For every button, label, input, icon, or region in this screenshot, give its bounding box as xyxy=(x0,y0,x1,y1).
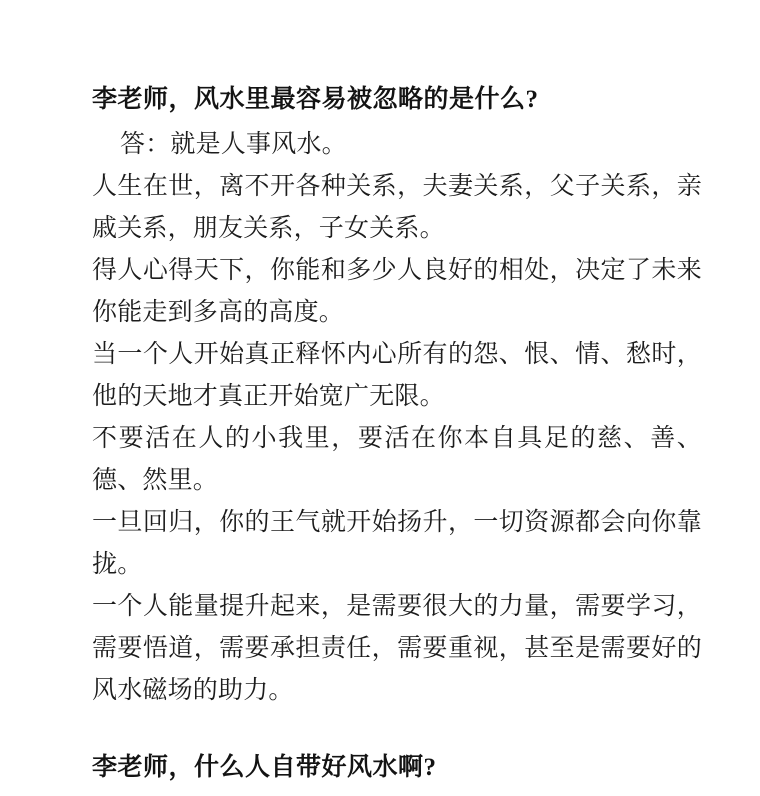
answer-lead-1: 答：就是人事风水。 xyxy=(120,131,347,158)
answer-paragraph-3: 当一个人开始真正释怀内心所有的怨、恨、情、愁时，他的天地才真正开始宽广无限。 xyxy=(92,341,702,410)
question-heading-2: 李老师，什么人自带好风水啊? xyxy=(92,754,437,781)
section-spacer xyxy=(92,712,702,746)
answer-paragraph-6: 一个人能量提升起来，是需要很大的力量，需要学习，需要悟道，需要承担责任，需要重视，甚至是需要好的风水磁场的助力。 xyxy=(92,593,702,704)
qa-section-2 xyxy=(92,746,702,790)
answer-paragraph-5: 一旦回归，你的王气就开始扬升，一切资源都会向你靠拢。 xyxy=(92,509,702,578)
qa-section-1 xyxy=(92,78,702,712)
question-heading-1: 李老师，风水里最容易被忽略的是什么? xyxy=(92,86,539,113)
answer-paragraph-2: 得人心得天下，你能和多少人良好的相处，决定了未来你能走到多高的高度。 xyxy=(92,257,702,326)
answer-paragraph-4: 不要活在人的小我里，要活在你本自具足的慈、善、德、然里。 xyxy=(92,425,702,494)
answer-paragraph-1: 人生在世，离不开各种关系，夫妻关系，父子关系，亲戚关系，朋友关系，子女关系。 xyxy=(92,173,702,242)
